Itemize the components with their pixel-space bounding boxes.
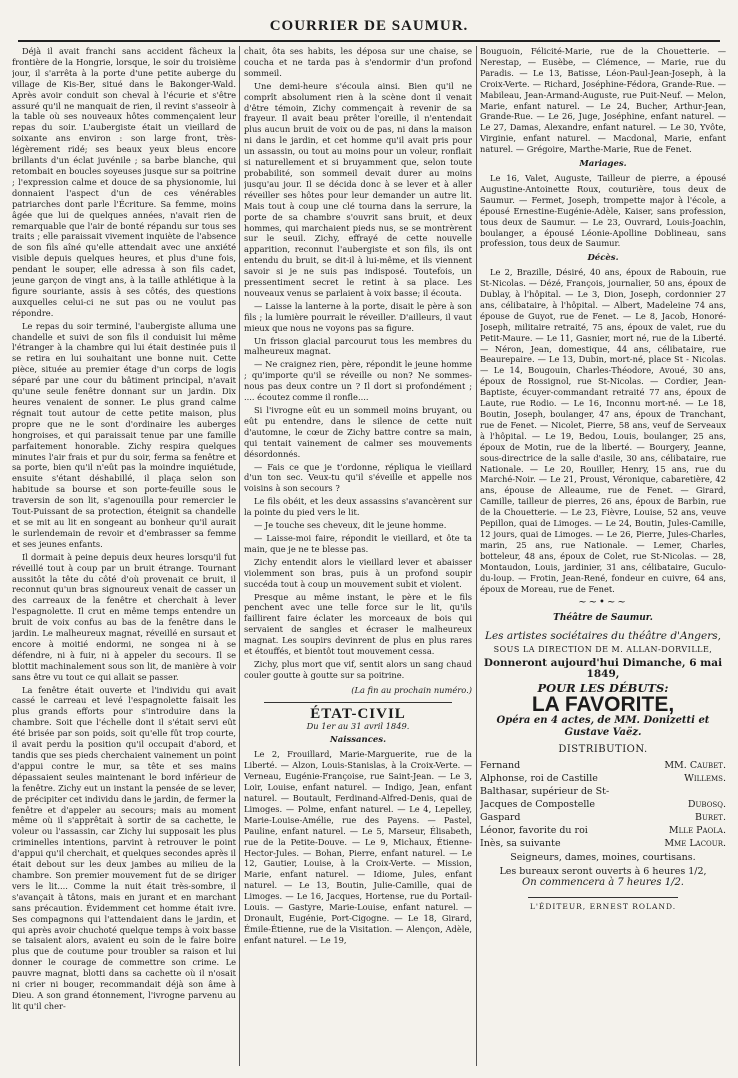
cast-row — [480, 824, 726, 837]
column-divider — [239, 46, 240, 1066]
deces-heading: Décès. — [587, 253, 619, 264]
cast-role: Alphonse, roi de Castille — [480, 772, 598, 784]
story-paragraph: Le repas du soir terminé, l'aubergiste alluma une chandelle et suivi de son fils il conduisit lui même l'étranger à la chambre qui lui était destinée puis il se retira en lui souhaitant une bonne nuit. Cette pièce, située au premier étage d'un corps de logis séparé par une cour du bâtiment principal, n'avait qu'une seule fenêtre donnant sur un jardin. Dix heures venaient de sonner. Le plus grand calme régnait tout autour de cette petite maison, plus propre que ne le sont d'ordinaire les auberges hongroises, et qui paraissait tenue par une famille parfaitement honorable. Zichy respira quelques minutes l'air frais et pur du soir, ferma sa fenêtre et sa porte, bien qu'il n'eût pas la moindre inquiétude, ensuite s'étant déshabillé, il plaça selon son habitude sa bourse et son porte-feuille sous le traversin de son lit, s'agenouilla pour remercier le Tout-Puissant de sa protection, éteignit sa chandelle et se mit au lit en songeant au bonheur qu'il aurait le surlendemain de revoir et d'embrasser sa femme et ses jeunes enfants. — [12, 320, 236, 549]
newspaper-masthead: COURRIER DE SAUMUR. — [269, 18, 469, 34]
mariages-heading: Mariages. — [579, 159, 627, 170]
story-paragraph: Il dormait à peine depuis deux heures lorsqu'il fut réveillé tout à coup par un bruit étrange. Tournant aussitôt la tête du côté d'où provenait ce bruit, il reconnut qu'un bras signoureux venait de casser un des carreaux de la fenêtre et cherchait à lever l'espagnolette. Il crut en même temps entendre un bruit de voix confus au bas de la fenêtre dans le jardin. Le malheureux magnat, réveillé en sursaut et encore à moitié endormi, ne songea ni à se défendre, ni à fuir, ni à appeler du secours. Il se blottit machinalement sous son lit, de manière à voir sans être vu tout ce qui allait se passer. — [12, 551, 236, 682]
story-paragraph: Zichy entendit alors le vieillard lever et abaisser violemment son bras, puis à un profond soupir succéda tout à coup un mouvement subit et violent. — [244, 556, 472, 589]
story-paragraph: chait, ôta ses habits, les déposa sur une chaise, se coucha et ne tarda pas à s'endormir d'un profond sommeil. — [244, 46, 472, 78]
cast-row — [480, 759, 726, 772]
box-office-line: Les bureaux seront ouverts à 6 heures 1/2, — [499, 865, 707, 877]
column-2 — [244, 46, 472, 1070]
section-divider — [264, 702, 452, 703]
cast-role: Inès, sa suivante — [480, 837, 561, 849]
extras-line: Seigneurs, dames, moines, courtisans. — [510, 851, 696, 863]
cast-role: Fernand — [480, 759, 521, 771]
cast-role: Léonor, favorite du roi — [480, 824, 588, 836]
column-divider — [476, 46, 477, 1066]
start-time-line: On commencera à 7 heures 1/2. — [522, 877, 684, 889]
performance-date: Donneront aujourd'hui Dimanche, 6 mai 1849, — [483, 657, 723, 681]
direction-line: SOUS LA DIRECTION DE M. ALLAN-DORVILLE, — [493, 645, 713, 655]
opera-title: LA FAVORITE, — [531, 692, 675, 716]
story-paragraph: Un frisson glacial parcourut tous les membres du malheureux magnat. — [244, 335, 472, 357]
distribution-heading: DISTRIBUTION. — [558, 743, 648, 755]
cast-list — [480, 759, 726, 850]
cast-actor: Buret. — [695, 811, 726, 823]
masthead-rule — [18, 40, 720, 42]
cast-row — [480, 785, 726, 798]
cast-actor: Mme Lacour. — [664, 837, 726, 849]
opera-subtitle: Opéra en 4 actes, de MM. Donizetti et Gustave Vaëz. — [496, 714, 710, 739]
ornament-divider: ~~•~~ — [578, 597, 628, 609]
cast-row — [480, 811, 726, 824]
etat-civil-period: Du 1er au 31 avril 1849. — [306, 720, 410, 731]
cast-row — [480, 837, 726, 850]
cast-row — [480, 772, 726, 785]
cast-role: Jacques de Compostelle — [480, 798, 596, 810]
cast-actor: MM. Caubet. — [664, 759, 726, 771]
cast-actor: Mlle Paola. — [668, 824, 726, 836]
cast-role: Balthasar, supérieur de St- — [480, 785, 610, 797]
story-paragraph: — Je touche ses cheveux, dit le jeune homme. — [254, 520, 447, 531]
cast-row — [480, 798, 726, 811]
story-paragraph: — Fais ce que je t'ordonne, répliqua le vieillard d'un ton sec. Veux-tu qu'il s'éveille et appelle nos voisins à son secours ? — [244, 461, 472, 494]
deces-list: Le 2, Brazille, Désiré, 40 ans, époux de Rabouin, rue St-Nicolas. — Dézé, François, journalier, 50 ans, époux de Dublay, à l'hôpital. — Le 3, Dion, Joseph, cordonnier 27 ans, célibataire, à l'hôpital. — Albert, Madeleine 74 ans, épouse de Guyot, rue de Fenet. — Le 8, Jacob, Honoré-Joseph, militaire retraité, 75 ans, époux de valet, rue du Petit-Maure. — Le 11, Gasnier, mort né, rue de la Liberté. — Néron, Jean, domestique, 44 ans, célibataire, rue Beaurepaire. — Le 13, Dubin, mort-né, place St - Nicolas. — Le 14, Bougouin, Charles-Théodore, Avoué, 30 ans, époux de Rossignol, rue St-Nicolas. — Cordier, Jean-Baptiste, écuyer-commandant retraité 77 ans, époux de Laute, rue Rodio. — Le 16, Inconnu mort-né. — Le 18, Boutin, Joseph, boulanger, 47 ans, époux de Tranchant, rue de Fenet. — Nicolet, Pierre, 58 ans, veuf de Serveaux à l'hôpital. — Le 19, Bedou, Louis, boulanger, 25 ans, époux de Motin, rue de la liberté. — Bourgery, Jeanne, sous-directrice de la salle d'asile, 30 ans, célibataire, rue Nationale. — Le 20, Rouiller, Henry, 15 ans, rue du Marché-Noir. — Le 21, Proust, Véronique, cabaretière, 42 ans, épouse de Alleaume, rue de Fenet. — Girard, Camille, tailleur de pierres, 26 ans, époux de Barbin, rue de la Chouetterie. — Le 23, Fièvre, Louise, 52 ans, veuve Pepillon, quai de Limoges. — Le 24, Boutin, Jules-Camille, 12 jours, quai de Limoges. — Le 26, Pierre, Jules-Charles, marin, 25 ans, rue Nationale. — Lemer, Charles, botteleur, 48 ans, époux de Colet, rue St-Nicolas. — 28, Montaudon, Louis, jardinier, 31 ans, célibataire, Guculo-du-loup. — Frotin, Jean-René, fondeur en cuivre, 64 ans, époux de Moreau, rue de Fenet. — [480, 267, 726, 594]
theatre-heading: Théâtre de Saumur. — [553, 613, 653, 624]
naissances-list: Le 2, Frouillard, Marie-Marguerite, rue de la Liberté. — Alzon, Louis-Stanislas, à la Croix-Verte. — Verneau, Eugénie-Françoise, rue Saint-Jean. — Le 3, Loir, Louise, enfant naturel. — Indigo, Jean, enfant naturel. — Boutault, Ferdinand-Alfred-Denis, quai de Limoges. — Polme, enfant naturel. — Le 4, Lepelley, Marie-Louise-Amélie, rue des Payens. — Pastel, Pauline, enfant naturel. — Le 5, Marseur, Élisabeth, rue de la Petite-Douve. — Le 9, Michaux, Étienne-Hector-Jules. — Bohan, Pierre, enfant naturel. — Le 12, Gautier, Louise, à la Croix-Verte. — Mission, Marie, enfant naturel. — Idiome, Jules, enfant naturel. — Le 13, Boutin, Julie-Camille, quai de Limoges. — Le 16, Jacques, Hortense, rue du Portail-Louis. — Gastyre, Marie-Louise, enfant naturel. — Dronault, Eugénie, Port-Cigogne. — Le 18, Girard, Émile-Étienne, rue de la Visitation. — Alençon, Adèle, enfant naturel. — Le 19, — [244, 749, 472, 945]
cast-actor: Willems. — [684, 772, 726, 784]
mariages-list: Le 16, Valet, Auguste, Tailleur de pierre, a épousé Augustine-Antoinette Roux, couturière, tous deux de Saumur. — Fermet, Joseph, trompette major à l'école, a épousé Ernestine-Eugénie-Adèle, Kaiser, sans profession, tous deux de Saumur. — Le 23, Ouvrard, Louis-Joachin, boulanger, a épousé Léonie-Apolline Doblineau, sans profession, tous deux de Saumur. — [480, 172, 726, 249]
story-paragraph: Une demi-heure s'écoula ainsi. Bien qu'il ne comprît absolument rien à la scène dont il venait d'être témoin, Zichy commençait à revenir de sa frayeur. Il avait beau prêter l'oreille, il n'entendait plus aucun bruit de voix ou de pas, ni dans la maison ni dans le jardin, et cet homme qu'il avait pris pour un assassin, ou tout au moins pour un voleur, ronflait si naturellement et si bruyamment que, selon toute probabilité, son sommeil devait durer au moins jusqu'au jour. Il se décida donc à se lever et à aller réveiller ses hôtes pour leur demander un autre lit. Mais tout à coup une clé tourna dans la serrure, la porte de sa chambre s'ouvrit sans bruit, et deux hommes, qui marchaient pieds nus, se se montrèrent sur le seuil. Zichy, effrayé de cette nouvelle apparition, reconnut l'aubergiste et son fils, ils ont entendu du bruit, se dit-il à lui-même, et ils viennent savoir si je ne suis pas indisposé. Toutefois, un pressentiment secret le retint à sa place. Les nouveaux venus se parlaient à voix basse; il écouta. — [244, 80, 472, 298]
naissances-heading: Naissances. — [329, 735, 387, 746]
troupe-line: Les artistes sociétaires du théâtre d'Angers, — [485, 630, 721, 643]
etat-civil-heading: ÉTAT-CIVIL — [310, 705, 406, 722]
column-3 — [480, 46, 726, 1070]
publisher-signature: L'ÉDITEUR, ERNEST ROLAND. — [528, 897, 678, 913]
story-paragraph: — Ne craignez rien, père, répondit le jeune homme ; qu'importe qu'il se réveille ou non? Ne sommes-nous pas deux contre un ? Il dort si profondément ; .... écoutez comme il ronfle.... — [244, 359, 472, 403]
story-paragraph: La fenêtre était ouverte et l'individu qui avait cassé le carreau et levé l'espagnolette faisait les plus grands efforts pour s'introduire dans la chambre. Soit que l'échelle dont il s'était servi eût été brisée par son poids, soit qu'elle fût trop courte, il avait perdu la position qu'il occupait d'abord, et tandis que ses pieds cherchaient vainement un point d'appui contre le mur, sa tête et ses mains dépassaient seules maintenant le bord inférieur de la fenêtre. Zichy eut un instant la pensée de se lever, de précipiter cet individu dans le jardin, de fermer la fenêtre et d'appeler au secours; mais au moment même où il s'apprêtait à sortir de sa cachette, le voleur ou l'assassin, car Zichy lui supposait les plus criminelles intentions, parvint à retrouver le point d'appui qu'il cherchait, et quelques secondes après il était debout sur les deux jambes au milieu de la chambre. Son premier mouvement fut de se diriger vers le lit.... Comme la nuit était très-sombre, il s'avançait à tâtons, mais en jurant et en marchant sans précaution. Évidemment cet homme était ivre. Ses compagnons qui l'attendaient dans le jardin, et qui après avoir chuchoté quelque temps à voix basse se taisaient alors, avaient eu soin de le faire boire plus que de coutume pour troubler sa raison et lui donner le courage de commettre son crime. Le pauvre magnat, blotti dans sa cachette où il n'osait ni crier ni bouger, recommandait déjà son âme à Dieu. A son grand étonnement, l'ivrogne parvenu au lit qu'il cher- — [12, 684, 236, 1011]
story-paragraph: Presque au même instant, le père et le fils penchent avec une telle force sur le lit, qu'ils faillirent faire éclater les morceaux de bois qui servaient de sangles et écraser le malheureux magnat. Les soupirs devinrent de plus en plus rares et étouffés, et bientôt tout mouvement cessa. — [244, 591, 472, 657]
story-paragraph: Le fils obéit, et les deux assassins s'avancèrent sur la pointe du pied vers le lit. — [244, 496, 472, 518]
story-paragraph: — Laisse la lanterne à la porte, disait le père à son fils ; la lumière pourrait le réveiller. D'ailleurs, il vaut mieux que nous ne voyons pas sa figure. — [244, 300, 472, 333]
column-1 — [12, 46, 236, 1070]
story-paragraph: Déjà il avait franchi sans accident fâcheux la frontière de la Hongrie, lorsque, le soir du troisième jour, il s'arrêta à la porte d'une petite auberge du village de Kis-Ber, situé dans le Bakonger-Wald. Après avoir conduit son cheval à l'écurie et s'être assuré qu'il ne manquait de rien, il revint s'asseoir à la table où ses nouveaux hôtes commençaient leur repas du soir. L'aubergiste était un vieillard de soixante ans environ : son large front, très-légèrement ridé; ses beaux yeux bleus encore brillants d'un éclat juvénile ; sa barbe blanche, qui retombait en boucles soyeuses jusque sur sa poitrine ; l'expression calme et douce de sa physionomie, lui donnaient l'aspect d'un de ces vénérables patriarches dont parle l'Écriture. Sa femme, moins âgée que lui de quelques années, n'avait rien de remarquable que l'air de bonté répandu sur tous ses traits ; elle paraissait vivement inquiète de l'absence de son fils aîné qu'elle attendait avec une anxiété visible depuis quelques heures, et plus d'une fois, pendant le souper, elle adressa à son fils cadet, jeune garçon de vingt ans, à la taille athlétique à la figure souriante, assis à ses côtés, des questions auxquelles celui-ci ne sut pas ou ne voulut pas répondre. — [12, 46, 236, 318]
debuts-line: POUR LES DÉBUTS: — [537, 680, 669, 695]
cast-actor: Dubosq. — [687, 798, 726, 810]
story-paragraph: Zichy, plus mort que vif, sentit alors un sang chaud couler goutte à goutte sur sa poitrine. — [244, 658, 472, 680]
continued-note: (La fin au prochain numéro.) — [351, 684, 472, 695]
naissances-list-continued: Bouguoin, Félicité-Marie, rue de la Chouetterie. — Nerestap, — Eusèbe, — Clémence, — Marie, rue du Paradis. — Le 13, Batisse, Léon-Paul-Jean-Joseph, à la Croix-Verte. — Richard, Joséphine-Fédora, Grande-Rue. — Mabileau, Jean-Armand-Auguste, rue Puit-Neuf. — Melon, Marie, enfant naturel. — Le 24, Bucher, Arthur-Jean, Grande-Rue. — Le 26, Juge, Joséphine, enfant naturel. — Le 27, Damas, Alexandre, enfant naturel. — Le 30, Yvôte, Virginie, enfant naturel. — Macdonal, Marie, enfant naturel. — Grégoire, Marthe-Marie, Rue de Fenet. — [480, 46, 726, 155]
story-paragraph: Si l'ivrogne eût eu un sommeil moins bruyant, ou eût pu entendre, dans le silence de cette nuit d'automne, le cœur de Zichy battre contre sa main, qui tentait vainement de calmer ses mouvements désordonnés. — [244, 405, 472, 459]
cast-role: Gaspard — [480, 811, 521, 823]
story-paragraph: — Laisse-moi faire, répondit le vieillard, et ôte ta main, que je ne te blesse pas. — [244, 532, 472, 554]
